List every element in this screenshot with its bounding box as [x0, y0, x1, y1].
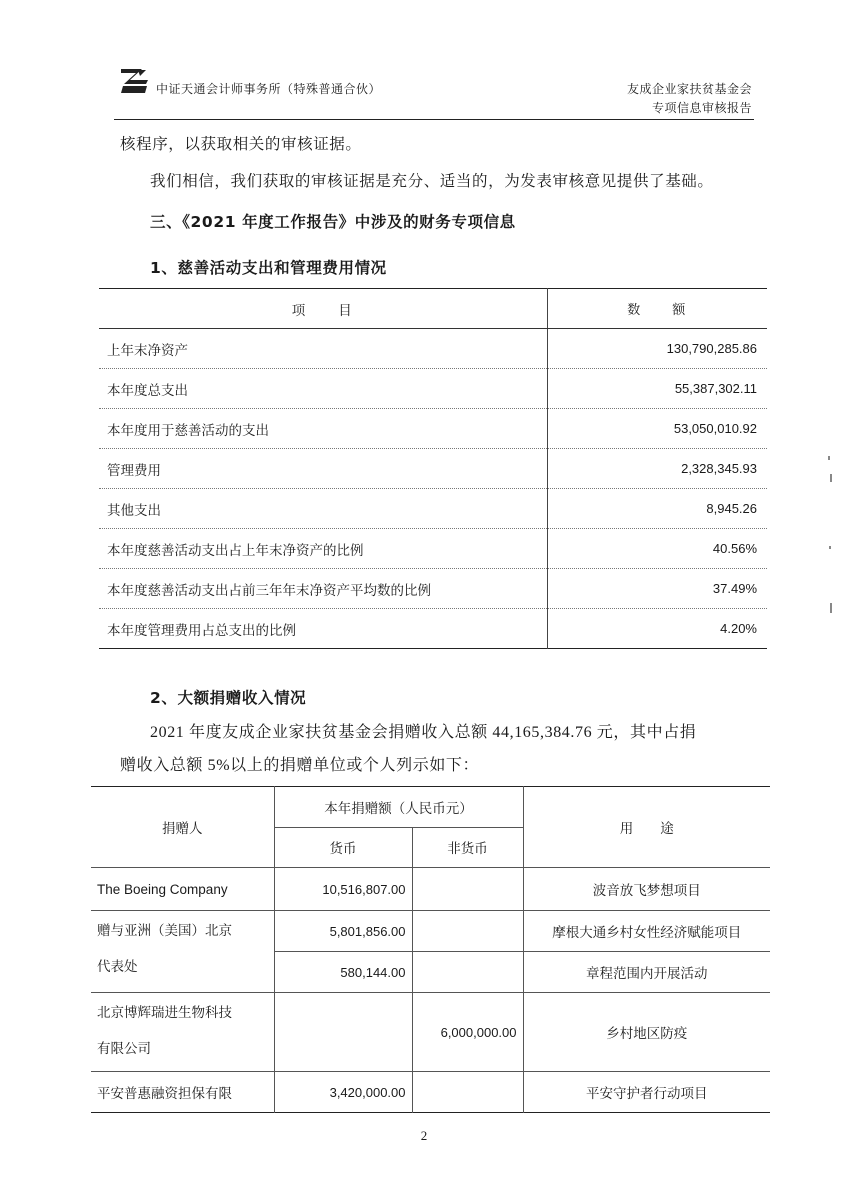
purpose: 波音放飞梦想项目 — [523, 868, 770, 911]
donor-name — [91, 911, 274, 993]
scan-mark — [828, 456, 830, 460]
donation-paragraph-line-2: 赠收入总额 5%以上的捐赠单位或个人列示如下： — [120, 757, 480, 774]
cash-amount: 10,516,807.00 — [274, 868, 412, 911]
noncash-amount — [412, 868, 523, 911]
noncash-amount: 6,000,000.00 — [412, 993, 523, 1072]
row-amount: 37.49% — [547, 569, 767, 609]
row-amount: 4.20% — [547, 609, 767, 649]
row-amount: 130,790,285.86 — [547, 329, 767, 369]
row-item: 本年度慈善活动支出占前三年年末净资产平均数的比例 — [99, 569, 547, 609]
firm-logo-icon — [120, 68, 150, 94]
row-amount: 2,328,345.93 — [547, 449, 767, 489]
table-row — [99, 369, 767, 409]
row-item: 本年度慈善活动支出占上年末净资产的比例 — [99, 529, 547, 569]
table-row — [99, 569, 767, 609]
donor-name-line2: 有限公司 — [97, 1041, 151, 1057]
scan-mark — [830, 474, 832, 482]
table-row — [91, 911, 770, 952]
header-divider — [114, 119, 754, 120]
body-line-2: 我们相信，我们获取的审核证据是充分、适当的，为发表审核意见提供了基础。 — [150, 172, 714, 190]
charity-expense-table — [99, 288, 767, 649]
table-row — [99, 329, 767, 369]
row-item: 本年度用于慈善活动的支出 — [99, 409, 547, 449]
row-item: 本年度管理费用占总支出的比例 — [107, 622, 296, 639]
cash-amount: 3,420,000.00 — [274, 1072, 412, 1113]
table-row — [99, 489, 767, 529]
row-amount: 8,945.26 — [547, 489, 767, 529]
row-item: 本年度总支出 — [99, 369, 547, 409]
table-row — [91, 993, 770, 1072]
cash-amount: 580,144.00 — [274, 952, 412, 993]
row-amount: 53,050,010.92 — [547, 409, 767, 449]
report-title — [627, 80, 752, 118]
major-donations-table — [91, 786, 770, 1113]
table-row — [99, 529, 767, 569]
scan-mark — [829, 546, 831, 549]
row-amount: 55,387,302.11 — [547, 369, 767, 409]
row-item: 其他支出 — [99, 489, 547, 529]
table-row — [91, 1072, 770, 1113]
row-amount: 40.56% — [547, 529, 767, 569]
row-item: 上年末净资产 — [99, 329, 547, 369]
noncash-amount — [412, 952, 523, 993]
donor-name-line2: 代表处 — [97, 959, 138, 975]
donor-name-line1: 北京博辉瑞进生物科技 — [97, 1005, 232, 1021]
scan-mark — [830, 603, 832, 613]
row-item: 管理费用 — [99, 449, 547, 489]
page-number: 2 — [420, 1128, 428, 1143]
header-amount: 数 额 — [547, 289, 767, 329]
purpose: 摩根大通乡村女性经济赋能项目 — [523, 911, 770, 952]
header-purpose: 用 途 — [523, 787, 770, 868]
table-row — [99, 449, 767, 489]
cash-amount: 5,801,856.00 — [274, 911, 412, 952]
body-line-1: 核程序，以获取相关的审核证据。 — [120, 135, 362, 153]
cash-amount — [274, 993, 412, 1072]
header-cash: 货币 — [274, 827, 412, 868]
donor-name-line1: 赠与亚洲（美国）北京 — [97, 923, 232, 939]
section-3-heading: 三、《2021 年度工作报告》中涉及的财务专项信息 — [150, 213, 516, 231]
purpose: 章程范围内开展活动 — [523, 952, 770, 993]
table-row — [91, 868, 770, 911]
report-title-line1: 友成企业家扶贫基金会 — [626, 82, 752, 96]
noncash-amount — [412, 1072, 523, 1113]
table-row — [99, 409, 767, 449]
header-noncash: 非货币 — [412, 827, 523, 868]
header-amount-group: 本年捐赠额（人民币元） — [274, 787, 523, 828]
purpose: 平安守护者行动项目 — [523, 1072, 770, 1113]
donor-name: The Boeing Company — [91, 868, 274, 911]
subsection-2-heading: 2、大额捐赠收入情况 — [150, 689, 307, 707]
report-title-line2: 专项信息审核报告 — [651, 101, 752, 115]
header-donor: 捐赠人 — [91, 787, 274, 868]
table-header-row — [99, 289, 767, 329]
purpose: 乡村地区防疫 — [523, 993, 770, 1072]
subsection-1-heading: 1、慈善活动支出和管理费用情况 — [150, 259, 387, 277]
firm-name: 中证天通会计师事务所（特殊普通合伙） — [156, 82, 382, 96]
header-item: 项 目 — [99, 289, 547, 329]
donor-name — [91, 993, 274, 1072]
noncash-amount — [412, 911, 523, 952]
donation-paragraph-line-1: 2021 年度友成企业家扶贫基金会捐赠收入总额 44,165,384.76 元，其中占捐 — [150, 724, 697, 741]
table-row — [99, 609, 767, 649]
table-header-row — [91, 787, 770, 828]
donor-name: 平安普惠融资担保有限 — [97, 1086, 232, 1102]
